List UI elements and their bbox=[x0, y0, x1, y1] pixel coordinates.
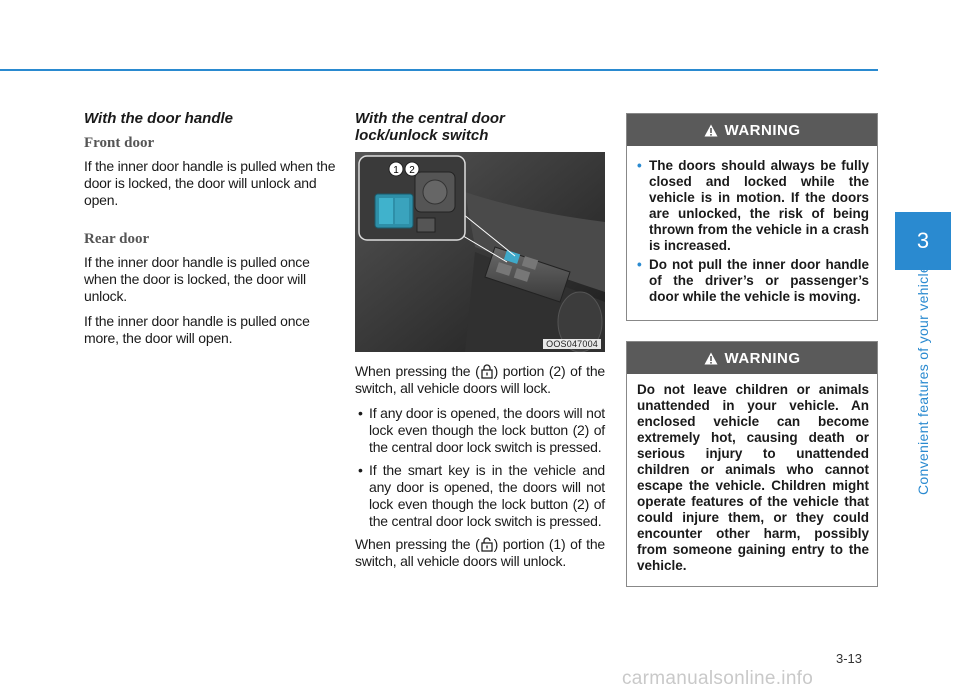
lock-notes-list bbox=[355, 405, 605, 530]
warning-header bbox=[627, 114, 877, 146]
warning-box-children bbox=[626, 341, 878, 587]
unlock-instruction: When pressing the ( ) portion (1) of the switch, all vehicle doors will unlock. bbox=[355, 536, 606, 569]
watermark: carmanualsonline.info bbox=[622, 668, 814, 689]
list-item: • If any door is opened, the doors will not lock even though the lock button (2) of the central door lock switch is pressed. bbox=[358, 405, 605, 455]
rear-door-title: Rear door bbox=[84, 231, 150, 247]
rear-door-text-2: If the inner door handle is pulled once more, the door will open. bbox=[84, 313, 310, 346]
chapter-tab: 3 bbox=[895, 212, 951, 270]
door-switch-figure bbox=[355, 152, 605, 352]
warning-title: WARNING bbox=[724, 121, 801, 139]
warning-body: Do not leave children or animals unattended in your vehicle. An enclosed vehicle can become extremely hot, causing death or serious injury to unattended children or animals who cannot escape the vehicle. Children might operate features of the vehicle that could injure them, or they could encounter other harm, possibly from someone gaining entry to the vehicle. bbox=[637, 382, 869, 573]
callout-1: 1 bbox=[393, 165, 399, 176]
front-door-title: Front door bbox=[84, 135, 155, 151]
warning-title: WARNING bbox=[724, 349, 801, 367]
list-item: • Do not pull the inner door handle of the driver’s or passenger’s door while the vehicle is moving. bbox=[637, 257, 869, 304]
chapter-title: Convenient features of your vehicle bbox=[915, 265, 931, 495]
warning-icon bbox=[704, 124, 718, 137]
unlock-icon bbox=[481, 537, 493, 552]
list-item: • The doors should always be fully closed and locked while the vehicle is in motion. If the doors are unlocked, the risk of being thrown from the vehicle in a crash is increased. bbox=[637, 158, 869, 253]
figure-code: OOS047004 bbox=[543, 339, 601, 349]
warning-body bbox=[627, 146, 877, 320]
warning-header bbox=[627, 342, 877, 374]
callouts bbox=[388, 161, 422, 179]
lock-instruction: When pressing the ( ) portion (2) of the switch, all vehicle doors will lock. bbox=[355, 363, 606, 396]
heading-line-1: With the central door bbox=[355, 110, 505, 127]
callout-2: 2 bbox=[409, 165, 415, 176]
lock-icon bbox=[481, 364, 493, 379]
column-central-lock bbox=[355, 110, 605, 578]
rear-door-text-1: If the inner door handle is pulled once when the door is locked, the door will unlock. bbox=[84, 254, 310, 304]
front-door-text: If the inner door handle is pulled when the door is locked, the door will unlock and open. bbox=[84, 158, 336, 208]
list-item: • If the smart key is in the vehicle and any door is opened, the doors will not lock even though the lock button (2) of the central door lock switch is pressed. bbox=[358, 462, 605, 529]
page-number: 3-13 bbox=[836, 651, 863, 666]
heading-line-2: lock/unlock switch bbox=[355, 127, 489, 144]
warning-box-doors bbox=[626, 113, 878, 321]
section-heading-central-lock bbox=[355, 110, 605, 144]
section-heading-door-handle: With the door handle bbox=[84, 110, 234, 127]
top-rule bbox=[0, 69, 878, 71]
column-door-handle bbox=[84, 110, 336, 355]
warning-icon bbox=[704, 352, 718, 365]
column-warnings bbox=[626, 113, 876, 587]
door-panel-illustration bbox=[355, 152, 605, 352]
